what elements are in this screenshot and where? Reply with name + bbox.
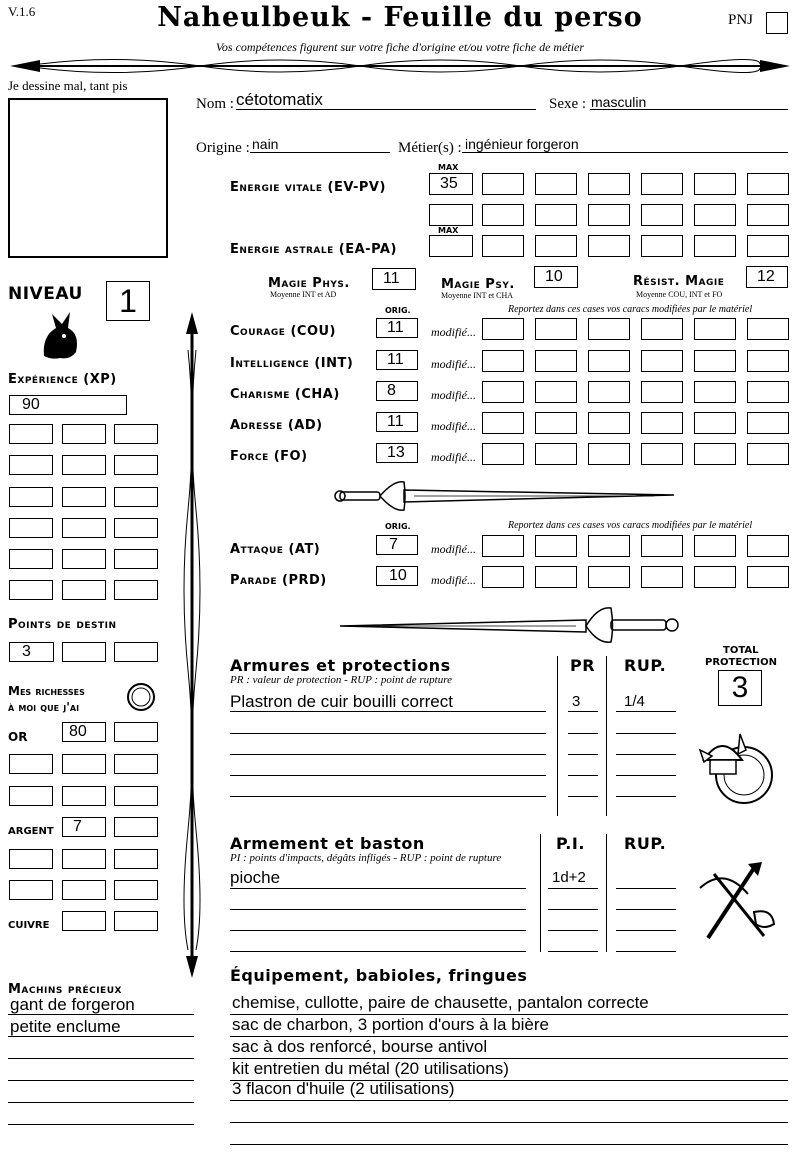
stat-modifie-label-0: modifié...: [431, 325, 476, 339]
ev-row2-first-cell[interactable]: [429, 204, 473, 226]
ea-label: Energie astrale (EA-PA): [230, 242, 397, 257]
xp-cell-0-1[interactable]: [62, 424, 106, 444]
combat-1-cell-3[interactable]: [588, 566, 630, 588]
richesses-label-2: à moi que j'ai: [8, 700, 80, 714]
stat-0-cell-3[interactable]: [588, 318, 630, 340]
equipment-item-0[interactable]: chemise, cullotte, paire de chausette, pantalon correcte: [232, 993, 649, 1012]
stat-3-cell-2[interactable]: [535, 412, 577, 434]
xp-cell-2-2[interactable]: [114, 487, 158, 507]
stat-0-cell-4[interactable]: [641, 318, 683, 340]
ev-row2-cell-1[interactable]: [482, 204, 524, 226]
ev-row2-cell-4[interactable]: [641, 204, 683, 226]
argent-extra-1-2[interactable]: [114, 880, 158, 900]
combat-1-cell-1[interactable]: [482, 566, 524, 588]
destin-box-3[interactable]: [114, 642, 158, 662]
precious-item-1[interactable]: petite enclume: [10, 1017, 121, 1036]
niveau-label: NIVEAU: [8, 284, 83, 304]
ev-row1-cell-5[interactable]: [694, 173, 736, 195]
or-extra-1-2[interactable]: [114, 786, 158, 806]
cuivre-cell-3[interactable]: [114, 911, 158, 931]
cuivre-box[interactable]: [62, 911, 106, 931]
ev-label: Energie vitale (EV-PV): [230, 180, 386, 195]
nom-label: Nom :: [196, 96, 234, 112]
equipment-title: Équipement, babioles, fringues: [230, 966, 528, 985]
combat-modifie-label-0: modifié...: [431, 542, 476, 556]
portrait-box[interactable]: [8, 98, 168, 258]
xp-cell-3-2[interactable]: [114, 518, 158, 538]
metier-label: Métier(s) :: [398, 140, 462, 156]
dragon-icon: [34, 306, 84, 362]
origine-label: Origine :: [196, 140, 250, 156]
equipment-item-1[interactable]: sac de charbon, 3 portion d'ours à la bière: [232, 1015, 549, 1034]
or-extra-1-0[interactable]: [9, 786, 53, 806]
metier-value[interactable]: ingénieur forgeron: [465, 136, 579, 152]
combat-orig-box-0[interactable]: 7: [376, 535, 418, 555]
argent-extra-1-0[interactable]: [9, 880, 53, 900]
combat-label-1: Parade (PRD): [230, 573, 327, 588]
equipment-item-3[interactable]: kit entretien du métal (20 utilisations): [232, 1059, 509, 1078]
stat-orig-box-2[interactable]: 8: [376, 381, 418, 401]
combat-orig-label: ORIG.: [385, 522, 411, 531]
argent-label: ARGENT: [8, 826, 54, 837]
resist-magie-sub: Moyenne COU, INT et FO: [636, 290, 723, 299]
magie-psy-label: Magie Psy.: [441, 277, 515, 292]
stat-0-cell-1[interactable]: [482, 318, 524, 340]
niveau-box[interactable]: 1: [106, 281, 150, 321]
stat-label-1: Intelligence (INT): [230, 356, 354, 371]
xp-cell-1-0[interactable]: [9, 455, 53, 475]
sword-ornament-1: [334, 478, 684, 518]
armor-note: PR : valeur de protection - RUP : point de rupture: [230, 674, 452, 686]
argent-extra-1-1[interactable]: [62, 880, 106, 900]
combat-0-cell-6[interactable]: [747, 535, 789, 557]
precious-title: Machins précieux: [8, 982, 122, 997]
equipment-item-4[interactable]: 3 flacon d'huile (2 utilisations): [232, 1079, 455, 1098]
stat-4-cell-6[interactable]: [747, 443, 789, 465]
xp-cell-2-0[interactable]: [9, 487, 53, 507]
xp-cell-5-2[interactable]: [114, 580, 158, 600]
coin-icon: [126, 682, 156, 712]
stat-2-cell-5[interactable]: [694, 381, 736, 403]
stat-label-3: Adresse (AD): [230, 418, 323, 433]
stat-3-cell-4[interactable]: [641, 412, 683, 434]
ev-row2-cell-3[interactable]: [588, 204, 630, 226]
stat-3-cell-3[interactable]: [588, 412, 630, 434]
combat-1-cell-2[interactable]: [535, 566, 577, 588]
armor-name-0[interactable]: Plastron de cuir bouilli correct: [230, 692, 453, 711]
stat-4-cell-3[interactable]: [588, 443, 630, 465]
ea-row-cell-1[interactable]: [482, 235, 524, 257]
stat-3-cell-6[interactable]: [747, 412, 789, 434]
xp-label: Expérience (XP): [8, 372, 117, 387]
weapon-pi-0[interactable]: 1d+2: [552, 869, 586, 886]
page-title: Naheulbeuk - Feuille du perso: [157, 2, 643, 33]
total-protection-label-2: PROTECTION: [705, 657, 777, 668]
stat-label-2: Charisme (CHA): [230, 387, 340, 402]
nom-value[interactable]: cétotomatix: [236, 90, 323, 109]
xp-cell-1-2[interactable]: [114, 455, 158, 475]
argent-extra-0-2[interactable]: [114, 849, 158, 869]
xp-cell-2-1[interactable]: [62, 487, 106, 507]
richesses-label-1: Mes richesses: [8, 684, 85, 698]
destin-box-2[interactable]: [62, 642, 106, 662]
page-subtitle: Vos compétences figurent sur votre fiche d'origine et/ou votre fiche de métier: [215, 40, 585, 54]
armor-rup-0[interactable]: 1/4: [624, 693, 645, 710]
stat-4-cell-1[interactable]: [482, 443, 524, 465]
argent-extra-0-0[interactable]: [9, 849, 53, 869]
stat-modifie-label-2: modifié...: [431, 388, 476, 402]
ev-row2-cell-5[interactable]: [694, 204, 736, 226]
header-staff-ornament: [0, 52, 800, 78]
xp-cell-0-0[interactable]: [9, 424, 53, 444]
cuivre-label: CUIVRE: [8, 920, 50, 931]
pnj-label: PNJ: [728, 12, 754, 28]
armor-col-pr: PR: [570, 656, 596, 675]
combat-note: Reportez dans ces cases vos caracs modifiées par le matériel: [508, 520, 753, 531]
sexe-label: Sexe :: [549, 96, 587, 112]
helmet-shield-icon: [694, 720, 776, 810]
xp-cell-5-1[interactable]: [62, 580, 106, 600]
precious-item-0[interactable]: gant de forgeron: [10, 995, 135, 1014]
combat-modifie-label-1: modifié...: [431, 573, 476, 587]
stat-2-cell-1[interactable]: [482, 381, 524, 403]
stat-orig-box-3[interactable]: 11: [376, 412, 418, 432]
or-label: OR: [8, 730, 28, 744]
ev-row1-cell-3[interactable]: [588, 173, 630, 195]
combat-orig-box-1[interactable]: 10: [376, 566, 418, 586]
combat-1-cell-6[interactable]: [747, 566, 789, 588]
weapons-note: PI : points d'impacts, dégâts infligés - RUP : point de rupture: [230, 852, 502, 864]
stat-4-cell-4[interactable]: [641, 443, 683, 465]
armor-col-rup: RUP.: [624, 656, 667, 675]
stat-2-cell-3[interactable]: [588, 381, 630, 403]
destin-box-1[interactable]: 3: [9, 642, 54, 662]
combat-0-cell-2[interactable]: [535, 535, 577, 557]
weapon-name-0[interactable]: pioche: [230, 868, 281, 887]
destin-label: Points de destin: [8, 617, 117, 632]
stat-3-cell-1[interactable]: [482, 412, 524, 434]
combat-0-cell-1[interactable]: [482, 535, 524, 557]
stat-1-cell-3[interactable]: [588, 350, 630, 372]
stat-modifie-label-3: modifié...: [431, 419, 476, 433]
xp-cell-3-1[interactable]: [62, 518, 106, 538]
pnj-checkbox[interactable]: [766, 12, 788, 34]
stat-2-cell-6[interactable]: [747, 381, 789, 403]
xp-cell-1-1[interactable]: [62, 455, 106, 475]
magie-phys-box[interactable]: 11: [372, 268, 416, 290]
stat-1-cell-2[interactable]: [535, 350, 577, 372]
combat-0-cell-5[interactable]: [694, 535, 736, 557]
stat-orig-box-4[interactable]: 13: [376, 443, 418, 463]
or-cell-3[interactable]: [114, 722, 158, 742]
xp-cell-4-2[interactable]: [114, 549, 158, 569]
stat-label-0: Courage (COU): [230, 324, 336, 339]
or-box[interactable]: 80: [62, 722, 106, 742]
combat-0-cell-4[interactable]: [641, 535, 683, 557]
xp-cell-4-0[interactable]: [9, 549, 53, 569]
argent-box[interactable]: 7: [62, 817, 106, 837]
ev-row1-cell-4[interactable]: [641, 173, 683, 195]
stats-orig-label: ORIG.: [385, 306, 411, 315]
ev-row1-cell-6[interactable]: [747, 173, 789, 195]
resist-magie-box[interactable]: 12: [746, 266, 788, 288]
stat-2-cell-2[interactable]: [535, 381, 577, 403]
armor-title: Armures et protections: [230, 656, 451, 675]
xp-cell-5-0[interactable]: [9, 580, 53, 600]
xp-value-box[interactable]: 90: [9, 395, 127, 415]
spear-ornament: [180, 310, 204, 980]
ev-row1-cell-2[interactable]: [535, 173, 577, 195]
weapons-title: Armement et baston: [230, 834, 425, 853]
portrait-caption: Je dessine mal, tant pis: [8, 78, 128, 93]
stat-0-cell-5[interactable]: [694, 318, 736, 340]
magie-psy-box[interactable]: 10: [534, 266, 578, 288]
version-label: V.1.6: [8, 4, 36, 19]
or-extra-0-1[interactable]: [62, 754, 106, 774]
stat-1-cell-1[interactable]: [482, 350, 524, 372]
origine-value[interactable]: nain: [252, 136, 279, 152]
stat-modifie-label-1: modifié...: [431, 357, 476, 371]
stat-orig-box-0[interactable]: 11: [376, 318, 418, 338]
ev-row2-cell-6[interactable]: [747, 204, 789, 226]
combat-1-cell-5[interactable]: [694, 566, 736, 588]
ea-row-cell-6[interactable]: [747, 235, 789, 257]
stat-1-cell-4[interactable]: [641, 350, 683, 372]
ea-max-label: MAX: [438, 226, 459, 235]
weapons-col-rup: RUP.: [624, 834, 667, 853]
xp-cell-0-2[interactable]: [114, 424, 158, 444]
resist-magie-label: Résist. Magie: [633, 274, 725, 289]
xp-cell-3-0[interactable]: [9, 518, 53, 538]
ea-max-box[interactable]: [429, 235, 473, 257]
weapons-col-pi: P.I.: [556, 834, 585, 853]
sword-ornament-2: [336, 604, 686, 644]
equipment-item-2[interactable]: sac à dos renforcé, bourse antivol: [232, 1037, 488, 1056]
ea-row-cell-4[interactable]: [641, 235, 683, 257]
stat-2-cell-4[interactable]: [641, 381, 683, 403]
or-extra-1-1[interactable]: [62, 786, 106, 806]
magie-psy-sub: Moyenne INT et CHA: [441, 291, 514, 300]
combat-label-0: Attaque (AT): [230, 542, 321, 557]
ev-row2-cell-2[interactable]: [535, 204, 577, 226]
magie-phys-label: Magie Phys.: [268, 276, 350, 291]
stat-1-cell-6[interactable]: [747, 350, 789, 372]
stat-1-cell-5[interactable]: [694, 350, 736, 372]
sexe-value[interactable]: masculin: [591, 94, 647, 110]
stats-note: Reportez dans ces cases vos caracs modifiées par le matériel: [508, 304, 753, 315]
stat-label-4: Force (FO): [230, 449, 308, 464]
xp-cell-4-1[interactable]: [62, 549, 106, 569]
ev-max-box[interactable]: 35: [429, 173, 473, 195]
or-extra-0-0[interactable]: [9, 754, 53, 774]
magie-phys-sub: Moyenne INT et AD: [270, 290, 337, 299]
crossed-weapons-icon: [694, 858, 778, 944]
ea-row-cell-3[interactable]: [588, 235, 630, 257]
stat-4-cell-5[interactable]: [694, 443, 736, 465]
argent-extra-0-1[interactable]: [62, 849, 106, 869]
ea-row-cell-2[interactable]: [535, 235, 577, 257]
stat-0-cell-6[interactable]: [747, 318, 789, 340]
total-protection-box[interactable]: 3: [718, 670, 762, 706]
stat-modifie-label-4: modifié...: [431, 450, 476, 464]
ev-max-label: MAX: [438, 163, 459, 172]
stat-3-cell-5[interactable]: [694, 412, 736, 434]
or-extra-0-2[interactable]: [114, 754, 158, 774]
stat-orig-box-1[interactable]: 11: [376, 350, 418, 370]
total-protection-label-1: TOTAL: [723, 645, 759, 656]
stat-0-cell-2[interactable]: [535, 318, 577, 340]
combat-0-cell-3[interactable]: [588, 535, 630, 557]
stat-4-cell-2[interactable]: [535, 443, 577, 465]
armor-pr-0[interactable]: 3: [572, 693, 581, 710]
argent-cell-3[interactable]: [114, 817, 158, 837]
ev-row1-cell-1[interactable]: [482, 173, 524, 195]
ea-row-cell-5[interactable]: [694, 235, 736, 257]
combat-1-cell-4[interactable]: [641, 566, 683, 588]
